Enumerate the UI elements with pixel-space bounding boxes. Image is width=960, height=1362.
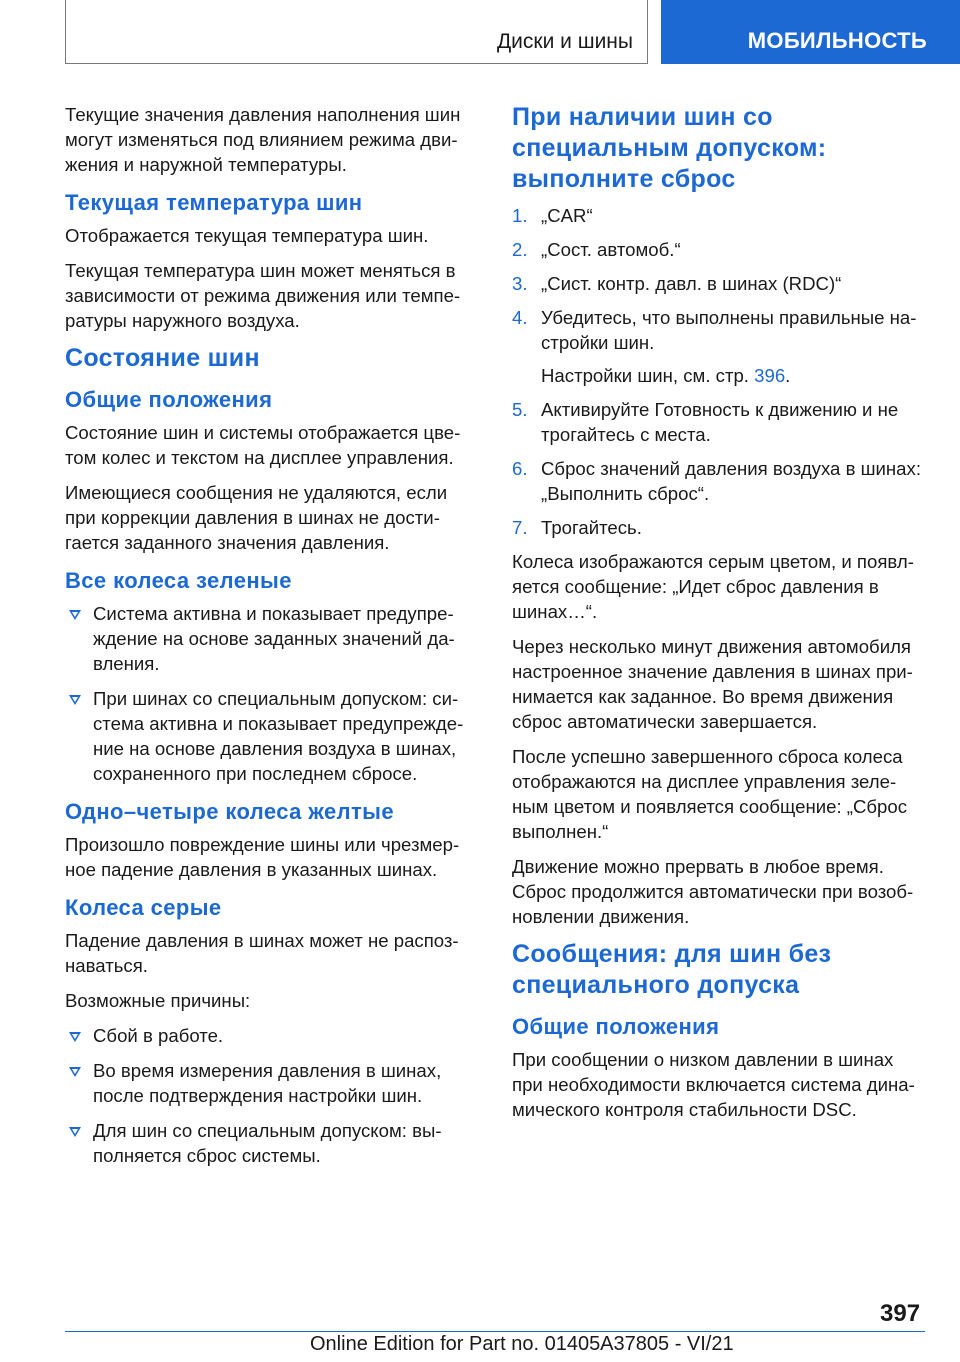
heading-general: Общие положения [65, 387, 273, 412]
green-list [65, 601, 477, 786]
heading-yellow: Одно–четыре колеса желтые [65, 799, 394, 824]
reset-steps [512, 203, 926, 540]
paragraph: Имеющиеся сообщения не удаляются, если при коррекции давления в шинах не дости-гается заданного значения давления. [65, 482, 448, 553]
bullet-triangle-icon [69, 1032, 81, 1042]
paragraph: При сообщении о низком давлении в шинах при необходимости включается система дина-мического контроля стабильности DSC. [512, 1049, 915, 1120]
paragraph: После успешно завершенного сброса колеса отображаются на дисплее управления зеле-ным цветом и появляется сообщение: „Сброс выполнен.“ [512, 746, 908, 842]
intro-paragraph: Текущие значения давления наполнения шин могут изменяться под влиянием режима дви-жения и наружной температуры. [65, 104, 461, 175]
bullet-triangle-icon [69, 1127, 81, 1137]
heading-reset: При наличии шин со специальным допуском: выполните сброс [512, 103, 827, 193]
list-item: При шинах со специальным допуском: си-стема активна и показывает предупрежде-ние на основе давления воздуха в шинах, сохраненного при последнем сбросе. [65, 686, 477, 786]
section-title: Диски и шины [496, 30, 633, 53]
chapter-title: МОБИЛЬНОСТЬ [747, 28, 927, 53]
bullet-triangle-icon [69, 1067, 81, 1077]
page-number: 397 [880, 1300, 921, 1327]
heading-current-temperature: Текущая температура шин [65, 190, 363, 215]
step-note: Настройки шин, см. стр. 396. [541, 365, 791, 386]
heading-grey: Колеса серые [65, 895, 222, 920]
header-section-box [65, 0, 648, 64]
paragraph: Текущая температура шин может меняться в зависимости от режима движения или темпе-ратуры наружного воздуха. [65, 260, 461, 331]
paragraph: Через несколько минут движения автомобиля настроенное значение давления в шинах при-нимается как заданное. Во время движения сброс автоматически завершается. [512, 636, 913, 732]
heading-tire-state: Состояние шин [65, 344, 260, 372]
heading-messages: Сообщения: для шин без специального допуска [512, 940, 832, 999]
list-item: Во время измерения давления в шинах, после подтверждения настройки шин. [65, 1058, 477, 1108]
bullet-triangle-icon [69, 610, 81, 620]
footer-edition: Online Edition for Part no. 01405A37805 - VI/21 [310, 1333, 734, 1355]
page-link[interactable]: 396 [754, 365, 786, 386]
step-item: 5. Активируйте Готовность к движению и не трогайтесь с места. [512, 399, 899, 445]
paragraph: Падение давления в шинах может не распоз-наваться. [65, 930, 459, 976]
step-item: 1. „CAR“ [512, 205, 593, 226]
paragraph: Отображается текущая температура шин. [65, 225, 429, 246]
step-item: 6. Сброс значений давления воздуха в шинах: „Выполнить сброс“. [512, 458, 921, 504]
footer-divider [65, 1331, 925, 1332]
left-column [65, 102, 477, 1178]
paragraph: Колеса изображаются серым цветом, и появл-яется сообщение: „Идет сброс давления в шинах…“. [512, 551, 914, 622]
list-item: Сбой в работе. [65, 1023, 477, 1048]
step-item: 7. Трогайтесь. [512, 517, 642, 538]
paragraph: Движение можно прервать в любое время. Сброс продолжится автоматически при возоб-новлении движения. [512, 856, 914, 927]
paragraph: Произошло повреждение шины или чрезмер-ное падение давления в указанных шинах. [65, 834, 460, 880]
grey-list [65, 1023, 477, 1168]
heading-general: Общие положения [512, 1014, 720, 1039]
step-item: 2. „Сост. автомоб.“ [512, 239, 681, 260]
heading-all-green: Все колеса зеленые [65, 568, 292, 593]
right-column [512, 102, 926, 1132]
paragraph: Возможные причины: [65, 990, 251, 1011]
list-item: Система активна и показывает предупре-ждение на основе заданных значений да-вления. [65, 601, 477, 676]
step-item: 4. Убедитесь, что выполнены правильные на-стройки шин. Настройки шин, см. стр. 396. [512, 305, 926, 388]
list-item: Для шин со специальным допуском: вы-полняется сброс системы. [65, 1118, 477, 1168]
step-item: 3. „Сист. контр. давл. в шинах (RDC)“ [512, 273, 842, 294]
paragraph: Состояние шин и системы отображается цве-том колес и текстом на дисплее управления. [65, 422, 461, 468]
header-chapter-box [661, 0, 960, 64]
bullet-triangle-icon [69, 695, 81, 705]
